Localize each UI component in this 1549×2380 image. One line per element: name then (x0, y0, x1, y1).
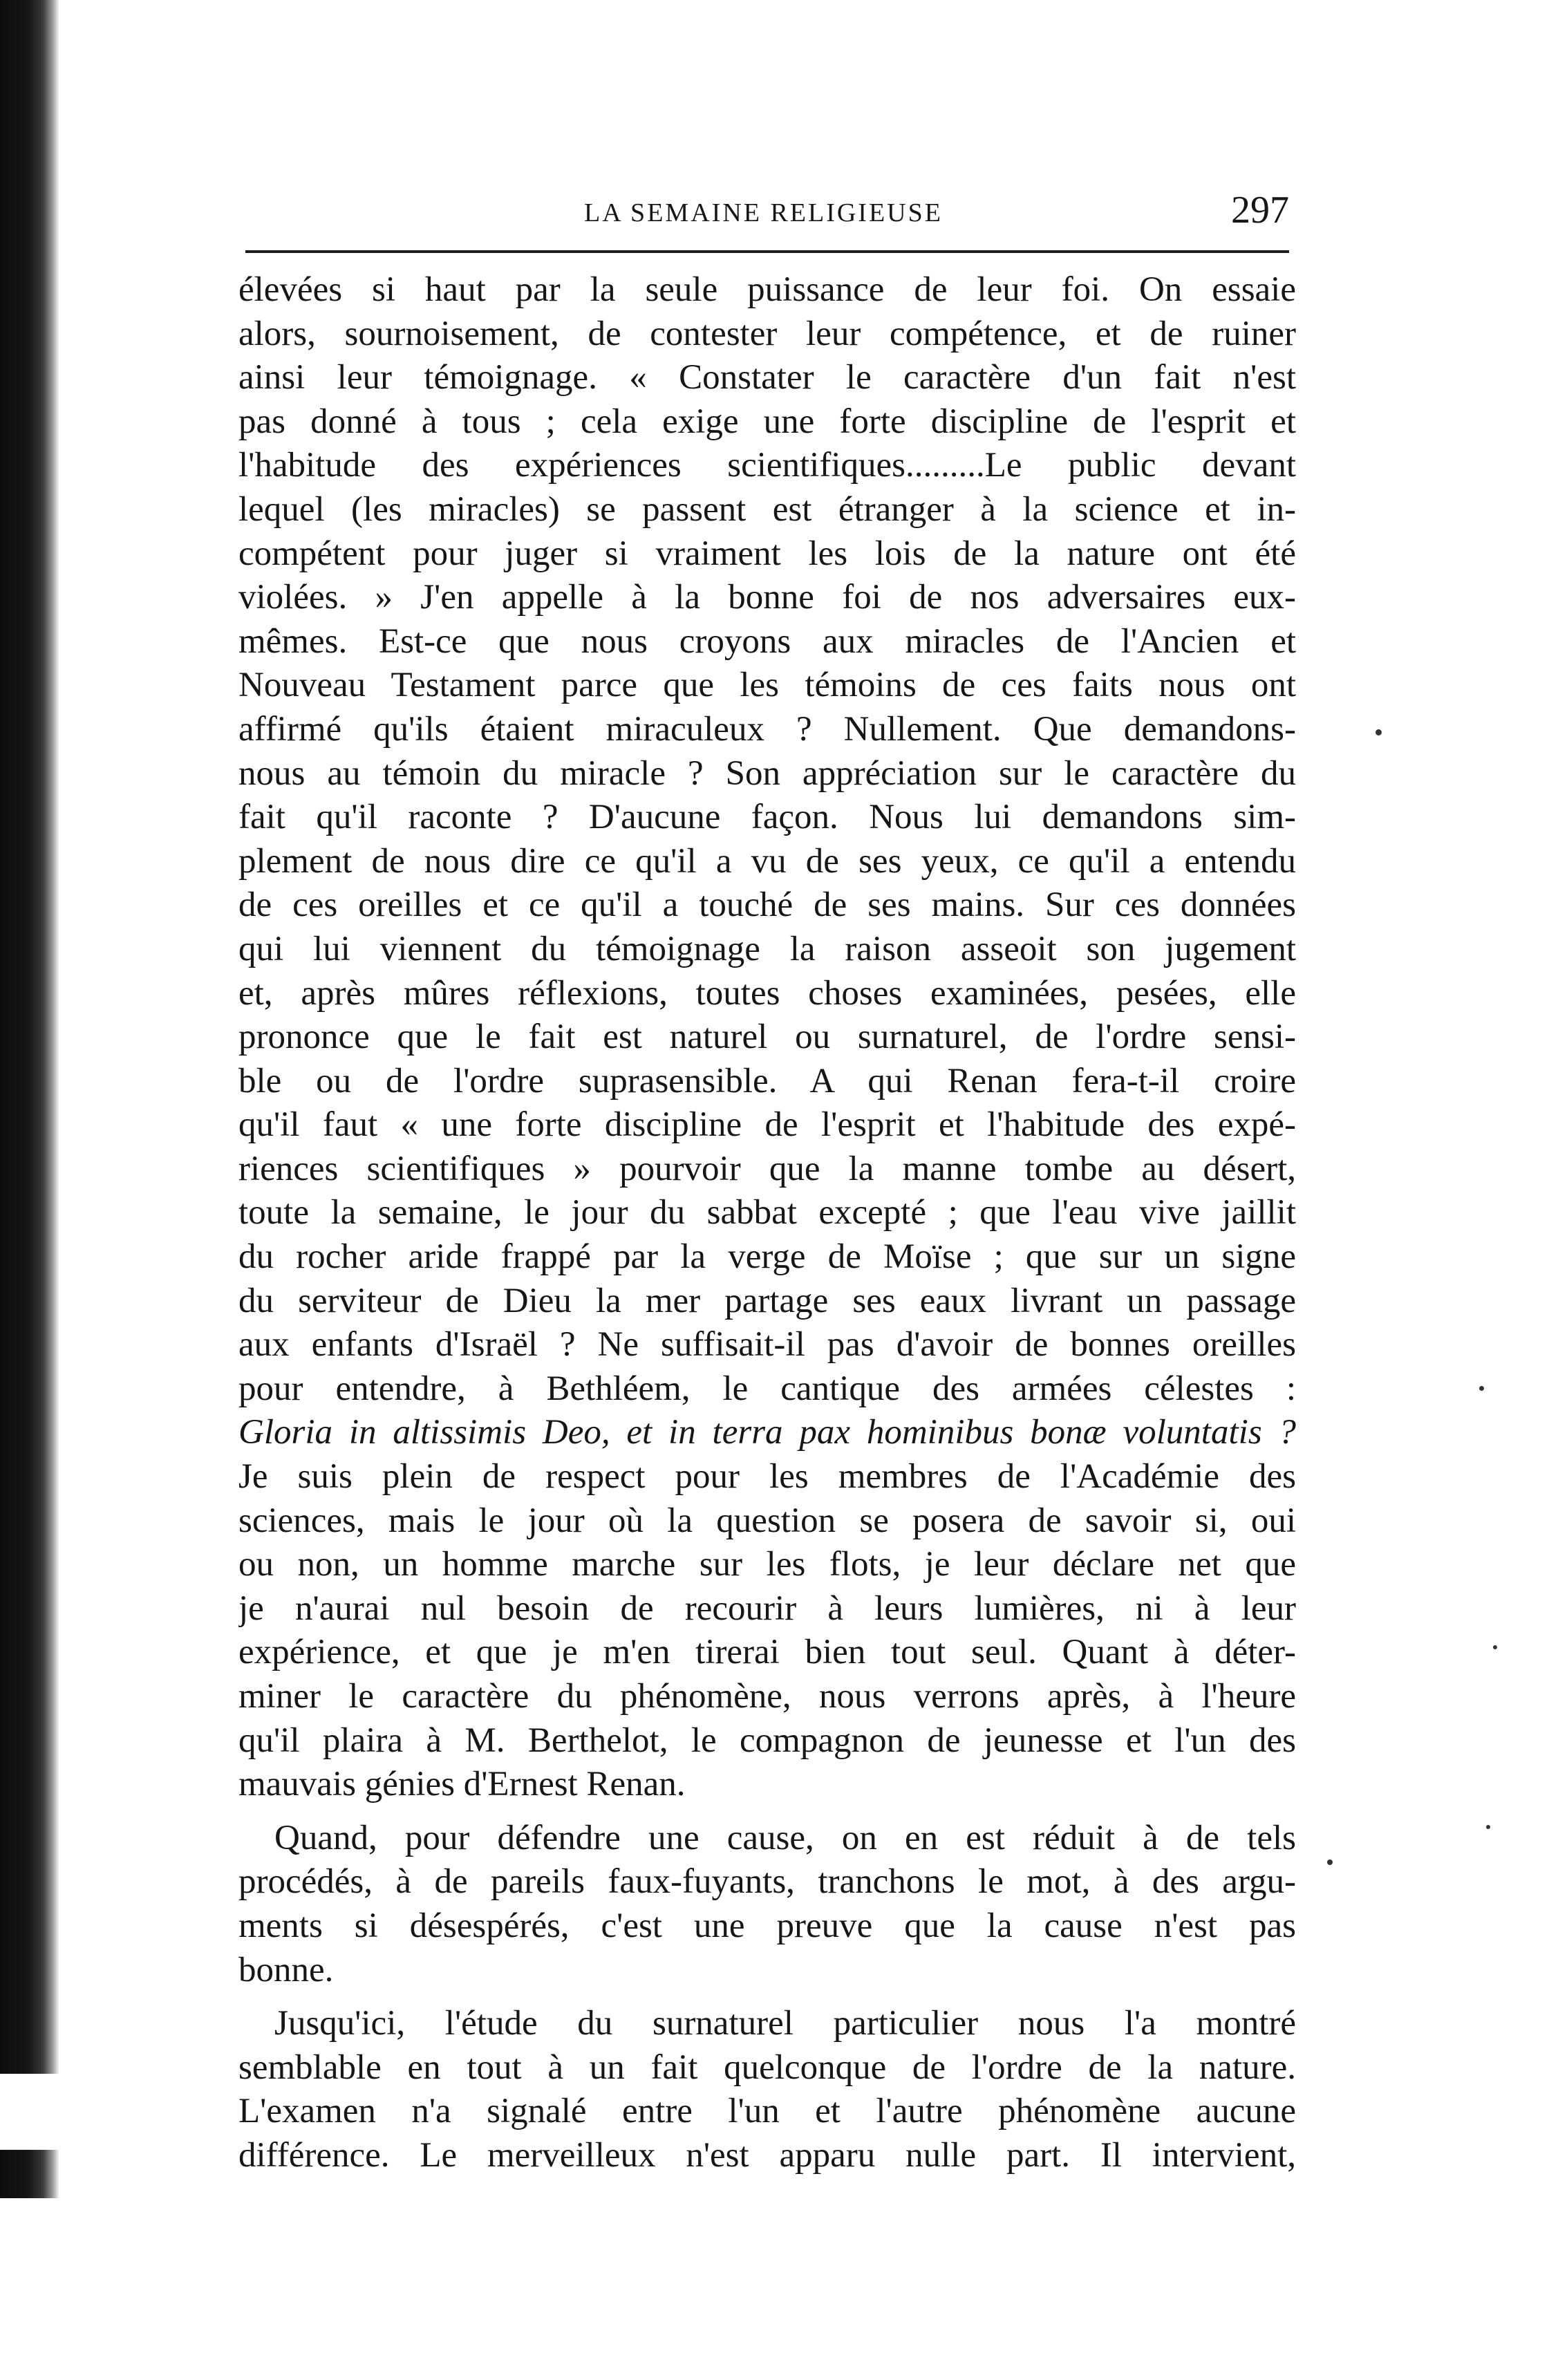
running-title: LA SEMAINE RELIGIEUSE (584, 198, 943, 227)
text-line: ments si désespérés, c'est une preuve que la cause n'est pas (238, 1906, 1296, 1945)
scan-speck (1376, 729, 1382, 735)
text-line: de ces oreilles et ce qu'il a touché de ses mains. Sur ces données (238, 886, 1296, 925)
text-line: Quand, pour défendre une cause, on en est réduit à de tels (274, 1818, 1296, 1857)
text-line: et, après mûres réflexions, toutes choses examinées, pesées, elle (238, 973, 1296, 1013)
text-line: je n'aurai nul besoin de recourir à leurs lumières, ni à leur (238, 1589, 1296, 1628)
page-header (245, 185, 1289, 241)
text-line: mauvais génies d'Ernest Renan. (238, 1765, 686, 1804)
paragraph (238, 1817, 1296, 1992)
text-line: Jusqu'ici, l'étude du surnaturel particulier nous l'a montré (274, 2004, 1296, 2043)
header-rule (245, 250, 1289, 253)
text-line: du serviteur de Dieu la mer partage ses eaux livrant un passage (238, 1281, 1296, 1320)
text-line: semblable en tout à un fait quelconque de l'ordre de la nature. (238, 2048, 1296, 2087)
text-line: procédés, à de pareils faux-fuyants, tranchons le mot, à des argu- (238, 1862, 1296, 1902)
text-line: sciences, mais le jour où la question se posera de savoir si, oui (238, 1501, 1296, 1540)
text-line: nous au témoin du miracle ? Son appréciation sur le caractère du (238, 753, 1296, 793)
paragraph-gap (238, 1992, 1296, 2002)
text-line: Je suis plein de respect pour les membres de l'Académie des (238, 1457, 1296, 1497)
text-line: ainsi leur témoignage. « Constater le caractère d'un fait n'est (238, 358, 1296, 397)
text-line: alors, sournoisement, de contester leur compétence, et de ruiner (238, 314, 1296, 353)
text-line: différence. Le merveilleux n'est apparu nulle part. Il intervient, (238, 2135, 1296, 2175)
text-line: pour entendre, à Bethléem, le cantique des armées célestes : (238, 1369, 1296, 1408)
paragraph (238, 2002, 1296, 2177)
binding-shadow-gap (0, 2198, 59, 2380)
text-line: affirmé qu'ils étaient miraculeux ? Nullement. Que demandons- (238, 709, 1296, 749)
text-line: fait qu'il raconte ? D'aucune façon. Nous lui demandons sim- (238, 798, 1296, 837)
text-line: plement de nous dire ce qu'il a vu de ses yeux, ce qu'il a entendu (238, 841, 1296, 881)
text-line: violées. » J'en appelle à la bonne foi de nos adversaires eux- (238, 578, 1296, 617)
text-line: miner le caractère du phénomène, nous verrons après, à l'heure (238, 1677, 1296, 1716)
paragraph (238, 268, 1296, 1807)
scan-speck (1486, 1825, 1490, 1829)
text-line: Nouveau Testament parce que les témoins de ces faits nous ont (238, 666, 1296, 705)
text-line: ou non, un homme marche sur les flots, je leur déclare net que (238, 1545, 1296, 1584)
text-line: aux enfants d'Israël ? Ne suffisait-il pas d'avoir de bonnes oreilles (238, 1325, 1296, 1365)
text-line: prononce que le fait est naturel ou surnaturel, de l'ordre sensi- (238, 1018, 1296, 1057)
paragraph-gap (238, 1807, 1296, 1817)
text-line: L'examen n'a signalé entre l'un et l'autre phénomène aucune (238, 2092, 1296, 2131)
text-line: toute la semaine, le jour du sabbat excepté ; que l'eau vive jaillit (238, 1193, 1296, 1233)
text-line: mêmes. Est-ce que nous croyons aux miracles de l'Ancien et (238, 621, 1296, 661)
scan-speck (1493, 1645, 1497, 1649)
scan-speck (1479, 1386, 1484, 1391)
text-line: ble ou de l'ordre suprasensible. A qui Renan fera-t-il croire (238, 1061, 1296, 1100)
text-line: bonne. (238, 1950, 334, 1989)
text-line: lequel (les miracles) se passent est étranger à la science et in- (238, 489, 1296, 529)
page-body (238, 268, 1296, 2178)
latin-quote-line: Gloria in altissimis Deo, et in terra pax hominibus bonæ voluntatis ? (238, 1413, 1296, 1452)
text-line: qu'il plaira à M. Berthelot, le compagnon de jeunesse et l'un des (238, 1721, 1296, 1760)
text-line: l'habitude des expériences scientifiques.........Le public devant (238, 446, 1296, 485)
binding-shadow-gap (0, 2074, 59, 2150)
text-line: élevées si haut par la seule puissance de leur foi. On essaie (238, 270, 1296, 309)
text-line: pas donné à tous ; cela exige une forte discipline de l'esprit et (238, 402, 1296, 441)
text-line: compétent pour juger si vraiment les lois de la nature ont été (238, 534, 1296, 573)
text-line: qu'il faut « une forte discipline de l'esprit et l'habitude des expé- (238, 1105, 1296, 1145)
page-number: 297 (1231, 189, 1289, 232)
text-line: expérience, et que je m'en tirerai bien tout seul. Quant à déter- (238, 1633, 1296, 1672)
scan-speck (1327, 1859, 1333, 1865)
text-line: du rocher aride frappé par la verge de Moïse ; que sur un signe (238, 1237, 1296, 1277)
binding-shadow (0, 0, 59, 2380)
text-line: qui lui viennent du témoignage la raison asseoit son jugement (238, 929, 1296, 968)
text-line: riences scientifiques » pourvoir que la manne tombe au désert, (238, 1149, 1296, 1188)
